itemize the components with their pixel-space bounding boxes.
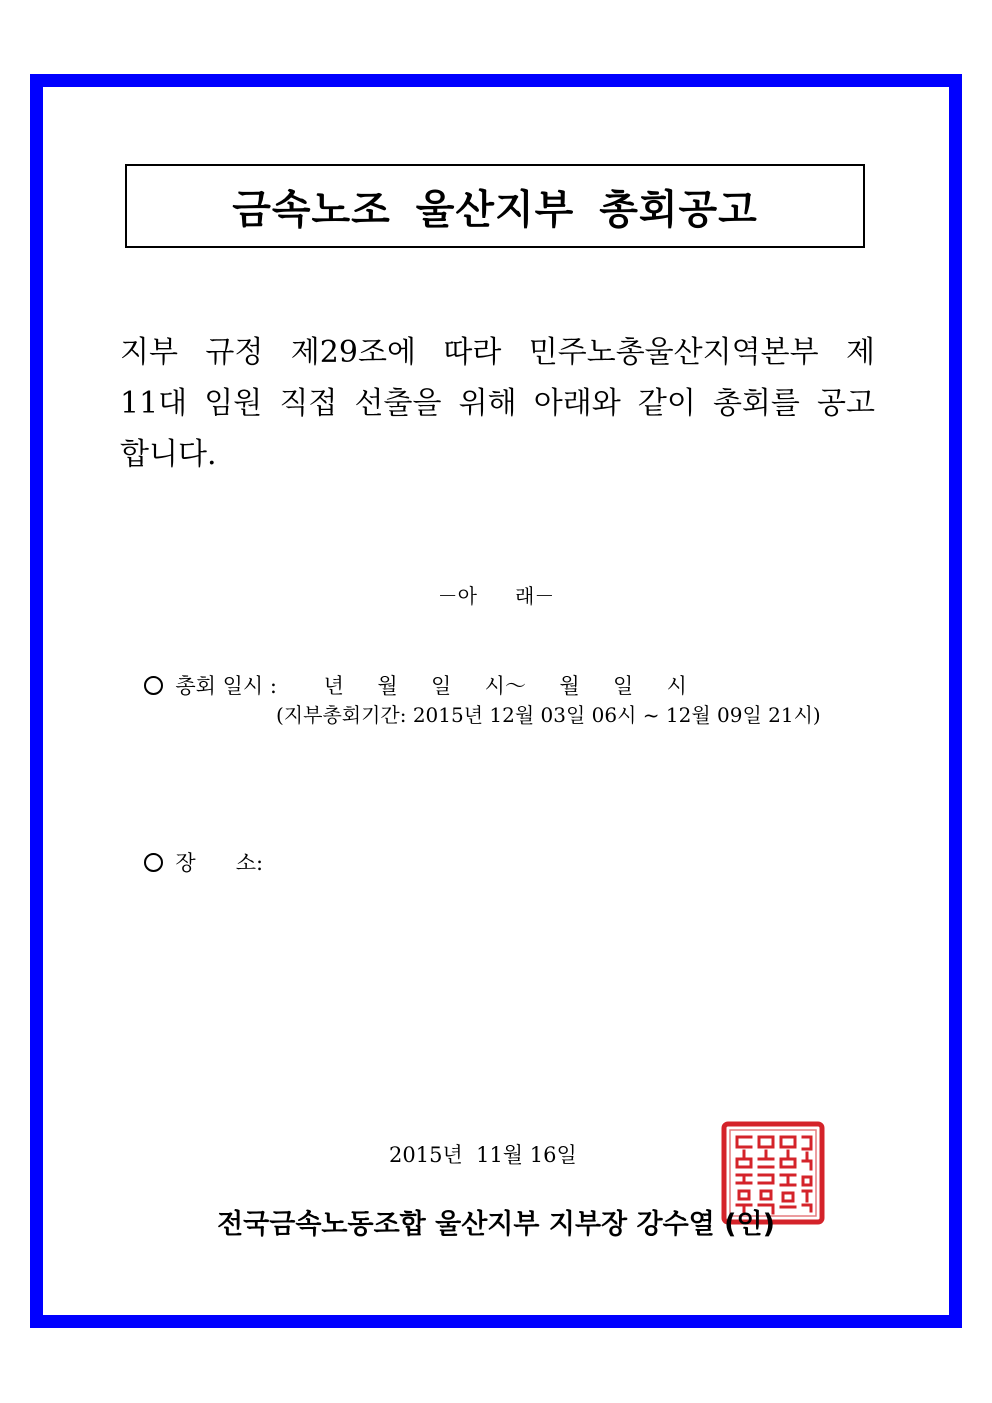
body-line-2: 11대 임원 직접 선출을 위해 아래와 같이 총회를 공고 [120,386,875,421]
meeting-datetime-label: 총회 일시 : [175,674,277,698]
location-label: 장 소: [175,851,264,875]
body-line-1: 지부 규정 제29조에 따라 민주노총울산지역본부 제 [120,335,875,370]
title-box [125,164,865,248]
signature-line: 전국금속노동조합 울산지부 지부장 강수열 (인) [217,1209,775,1240]
meeting-datetime-value: 년 월 일 시～ 월 일 시 [276,674,687,698]
document-title: 금속노조 울산지부 총회공고 [232,186,758,233]
meeting-period: (지부총회기간: 2015년 12월 03일 06시 ~ 12월 09일 21시) [276,703,821,727]
circle-bullet-icon [144,676,163,695]
body-line-3: 합니다. [120,437,217,472]
circle-bullet-icon [144,853,163,872]
body-paragraph [120,327,875,480]
sub-heading: －아 래－ [437,584,555,608]
location-item [131,823,263,877]
issue-date: 2015년 11월 16일 [389,1143,577,1167]
meeting-datetime-item [131,646,687,700]
